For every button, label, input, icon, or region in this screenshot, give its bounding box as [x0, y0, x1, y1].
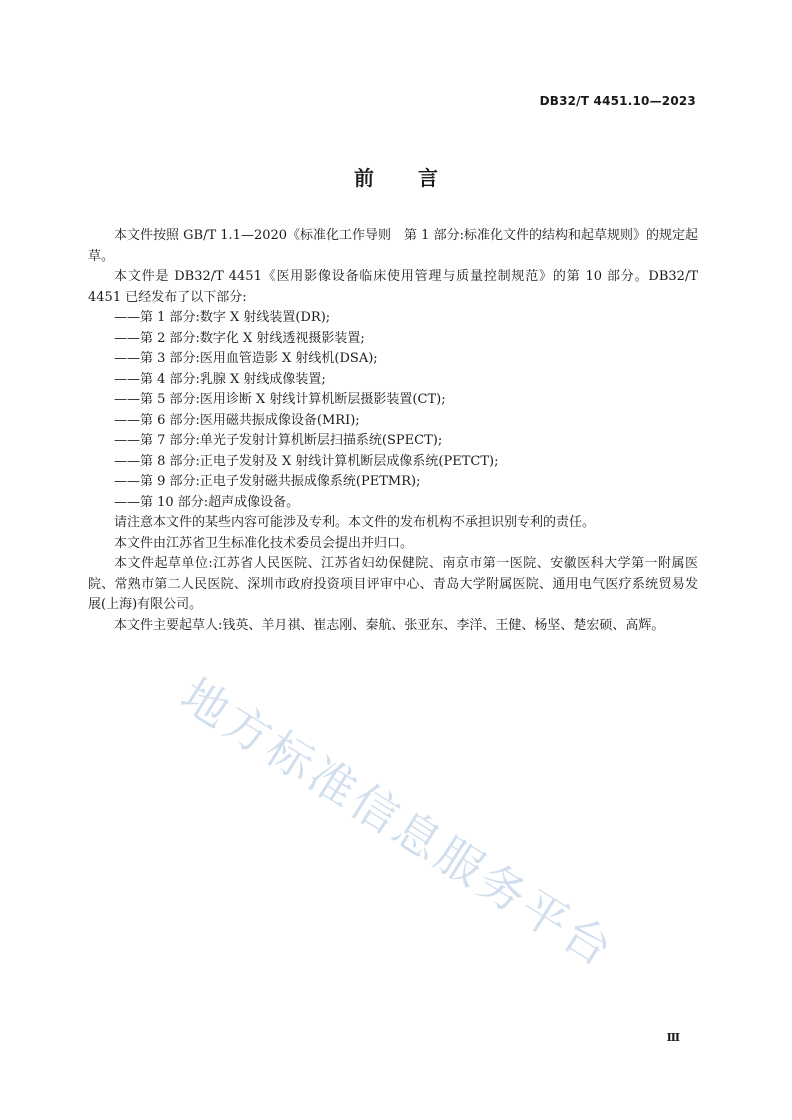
part-list-item: ——第 1 部分:数字 X 射线装置(DR);	[114, 310, 331, 325]
part-list-item: ——第 2 部分:数字化 X 射线透视摄影装置;	[114, 330, 365, 346]
document-code: DB32/T 4451.10—2023	[539, 94, 696, 108]
part-list-item: ——第 3 部分:医用血管造影 X 射线机(DSA);	[114, 351, 378, 366]
part-list-item: ——第 4 部分:乳腺 X 射线成像装置;	[114, 371, 326, 387]
foreword-body	[88, 226, 698, 636]
part-list-item: ——第 7 部分:单光子发射计算机断层扫描系统(SPECT);	[114, 433, 443, 448]
part-list-item: ——第 5 部分:医用诊断 X 射线计算机断层摄影装置(CT);	[114, 392, 446, 407]
part-list-item: ——第 8 部分:正电子发射及 X 射线计算机断层成像系统(PETCT);	[114, 453, 499, 469]
title-char-1: 前	[354, 166, 374, 190]
part-list-item: ——第 10 部分:超声成像设备。	[114, 494, 300, 510]
title-char-2: 言	[418, 166, 438, 190]
drafters: 本文件主要起草人:钱英、羊月祺、崔志刚、秦航、张亚东、李洋、王健、杨坚、楚宏硕、高辉。	[114, 617, 665, 633]
patent-notice: 请注意本文件的某些内容可能涉及专利。本文件的发布机构不承担识别专利的责任。	[114, 515, 596, 530]
proposer-statement: 本文件由江苏省卫生标准化技术委员会提出并归口。	[114, 535, 414, 551]
page-number: Ⅲ	[666, 1031, 680, 1044]
intro-paragraph: 本文件按照 GB/T 1.1—2020《标准化工作导则 第 1 部分:标准化文件的结构和起草规则》的规定起草。	[88, 228, 698, 264]
watermark: 地方标准信息服务平台	[171, 667, 625, 979]
intro-paragraph: 本文件是 DB32/T 4451《医用影像设备临床使用管理与质量控制规范》的第 10 部分。DB32/T 4451 已经发布了以下部分:	[88, 269, 698, 305]
part-list-item: ——第 6 部分:医用磁共振成像设备(MRI);	[114, 412, 360, 428]
drafting-units: 本文件起草单位:江苏省人民医院、江苏省妇幼保健院、南京市第一医院、安徽医科大学第一附属医院、常熟市第二人民医院、深圳市政府投资项目评审中心、青岛大学附属医院、通用电气医疗系统贸易发展(上海)有限公司。	[88, 556, 698, 612]
page-title	[0, 162, 792, 191]
part-list-item: ——第 9 部分:正电子发射磁共振成像系统(PETMR);	[114, 474, 421, 489]
